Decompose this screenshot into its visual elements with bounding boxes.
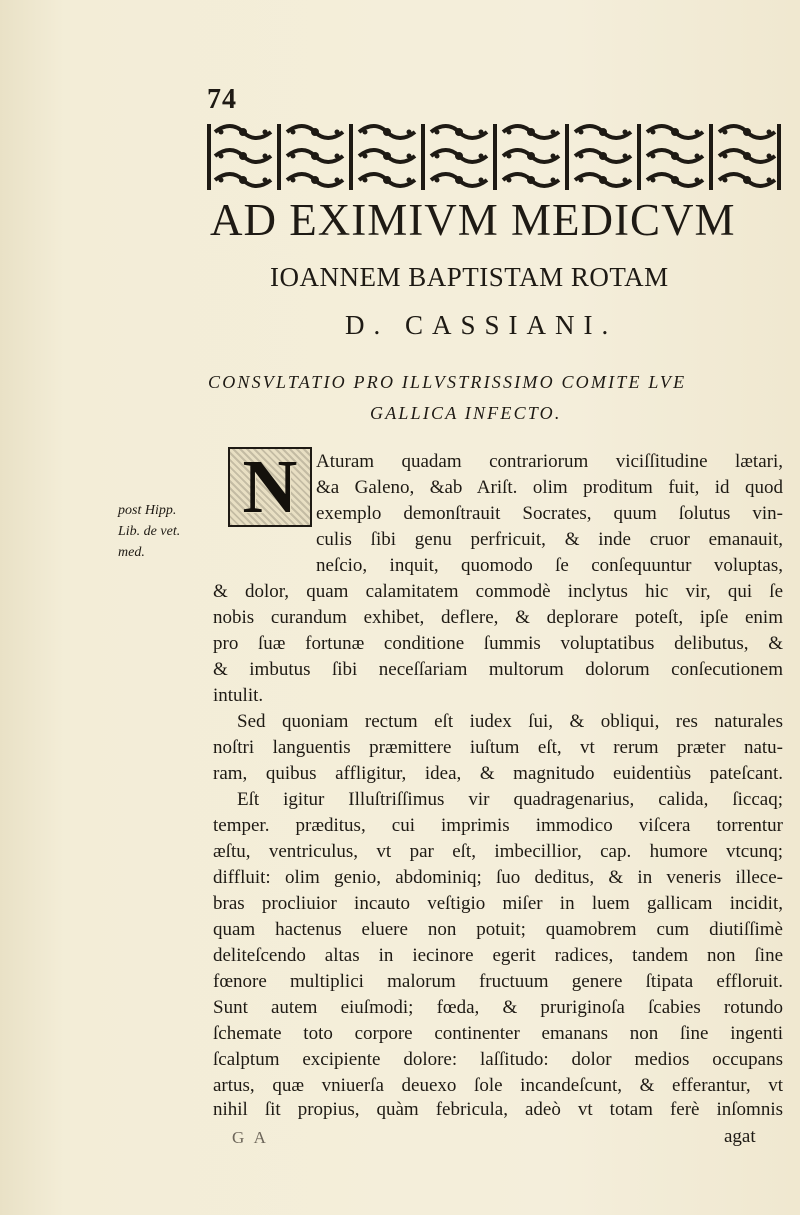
body-text-line: Sunt autem eiuſmodi; fœda, & pruriginoſa ſcabies rotundo — [213, 997, 783, 1018]
body-text-line: nihil ſit propius, quàm febricula, adeò vt totam ferè inſomnis — [213, 1099, 783, 1120]
body-text-line: intulit. — [213, 685, 264, 706]
body-text-line: neſcio, inquit, quomodo ſe conſequuntur voluptas, — [316, 555, 783, 576]
heading-line-3: D. CASSIANI. — [345, 310, 618, 340]
body-text-line: nobis curandum exhibet, deflere, & deplorare poteſt, ipſe enim — [213, 607, 783, 628]
body-text-line: Eſt igitur Illuſtriſſimus vir quadragenarius, calida, ſiccaq; — [237, 789, 783, 810]
body-text-line: deliteſcendo altas in iecinore egerit radices, tandem non ſine — [213, 945, 783, 966]
signature-mark: G A — [232, 1128, 269, 1147]
body-text-line: ſchemate toto corpore continenter emanans non ſine ingenti — [213, 1023, 783, 1044]
headpiece-ornament — [207, 122, 782, 192]
body-text-line: exemplo demonſtrauit Socrates, quum ſolutus vin- — [316, 503, 783, 524]
body-text-line: noſtri languentis præmittere iuſtum eſt, vt rerum præter natu- — [213, 737, 783, 758]
drop-cap-initial — [228, 447, 312, 527]
body-text-line: quam hactenus eluere non potuit; quamobrem cum diutiſſimè — [213, 919, 783, 940]
margin-note-line: post Hipp. — [118, 503, 177, 518]
body-text-line: &a Galeno, &ab Ariſt. olim proditum fuit, id quod — [316, 477, 783, 498]
body-text-line: fœnore multiplici malorum fructuum genere ſtipata effloruit. — [213, 971, 783, 992]
body-text-line: & imbutus ſibi neceſſariam multorum dolorum conſecutionem — [213, 659, 783, 680]
subtitle-line-2: GALLICA INFECTO. — [370, 403, 562, 423]
body-text-line: artus, quæ vniuerſa deuexo ſole incandeſcunt, & efferantur, vt — [213, 1075, 783, 1096]
catchword: agat — [724, 1126, 756, 1147]
body-text-line: culis ſibi genu perfricuit, & inde cruor emanauit, — [316, 529, 783, 550]
margin-note-line: Lib. de vet. — [118, 524, 181, 539]
body-text-line: pro ſuæ fortunæ conditione ſummis voluptatibus delibutus, & — [213, 633, 783, 654]
body-text-line: temper. præditus, cui imprimis immodico viſcera torrentur — [213, 815, 783, 836]
body-text-line: bras procliuior incauto veſtigio miſer in luem gallicam incidit, — [213, 893, 783, 914]
body-text-line: Aturam quadam contrariorum viciſſitudine lætari, — [316, 451, 783, 472]
body-text-line: diffluit: olim genio, abdominiq; ſuo deditus, & in veneris illece- — [213, 867, 783, 888]
page-number: 74 — [207, 84, 237, 115]
heading-line-1: AD EXIMIVM MEDICVM — [210, 195, 736, 245]
drop-cap-letter: N — [242, 445, 298, 529]
body-text-line: ſcalptum excipiente dolore: laſſitudo: dolor medios occupans — [213, 1049, 783, 1070]
body-text-line: æſtu, ventriculus, vt par eſt, imbecillior, cap. humore vtcunq; — [213, 841, 783, 862]
subtitle-line-1: CONSVLTATIO PRO ILLVSTRISSIMO COMITE LVE — [208, 372, 687, 392]
margin-note-line: med. — [118, 545, 145, 560]
body-text-line: & dolor, quam calamitatem commodè inclytus hic vir, qui ſe — [213, 581, 783, 602]
body-text-line: Sed quoniam rectum eſt iudex ſui, & obliqui, res naturales — [237, 711, 783, 732]
margin-note — [118, 500, 208, 563]
body-text-line: ram, quibus affligitur, idea, & magnitudo euidentiùs pateſcant. — [213, 763, 783, 784]
heading-line-2: IOANNEM BAPTISTAM ROTAM — [270, 262, 669, 292]
